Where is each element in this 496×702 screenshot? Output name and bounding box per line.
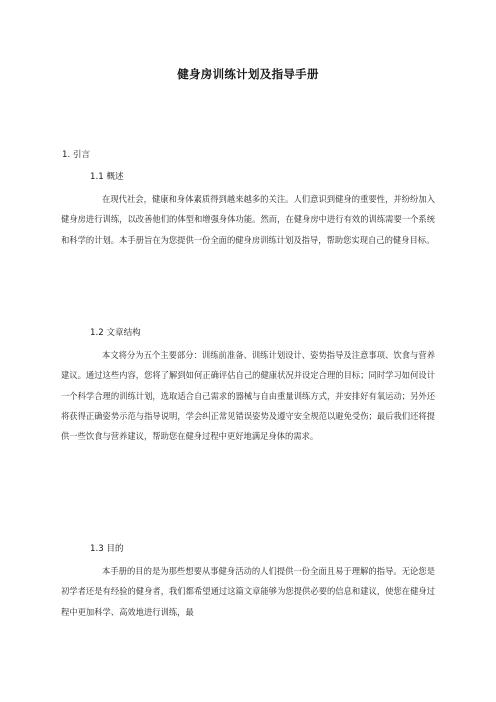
paragraph-purpose: 本手册的目的是为那些想要从事健身活动的人们提供一份全面且易于理解的指导。无论您是初学者还是有经验的健身者，我们都希望通过这篇文章能够为您提供必要的信息和建议，使您在健身过程中更加科学、高效地进行训练，最 — [61, 566, 435, 617]
subsection-heading-purpose: 1.3 目的 — [90, 544, 124, 554]
section-heading-introduction: 1. 引言 — [62, 150, 91, 160]
paragraph-structure: 本文将分为五个主要部分：训练前准备、训练计划设计、姿势指导及注意事项、饮食与营养建议。通过这些内容，您将了解到如何正确评估自己的健康状况并设定合理的目标；同时学习如何设计一个科学合理的训练计划，选取适合自己需求的器械与自由重量训练方式，并安排好有氧运动；另外还将获得正确姿势示范与指导说明，学会纠正常见错误姿势及遵守安全规范以避免受伤；最后我们还将提供一些饮食与营养建议，帮助您在健身过程中更好地满足身体的需求。 — [61, 350, 435, 442]
subsection-heading-overview: 1.1 概述 — [90, 172, 124, 182]
paragraph-overview: 在现代社会，健康和身体素质得到越来越多的关注。人们意识到健身的重要性，并纷纷加入健身房进行训练，以改善他们的体型和增强身体功能。然而，在健身房中进行有效的训练需要一个系统和科学的计划。本手册旨在为您提供一份全面的健身房训练计划及指导，帮助您实现自己的健身目标。 — [61, 194, 435, 245]
subsection-heading-structure: 1.2 文章结构 — [90, 328, 141, 338]
document-title: 健身房训练计划及指导手册 — [177, 67, 319, 81]
